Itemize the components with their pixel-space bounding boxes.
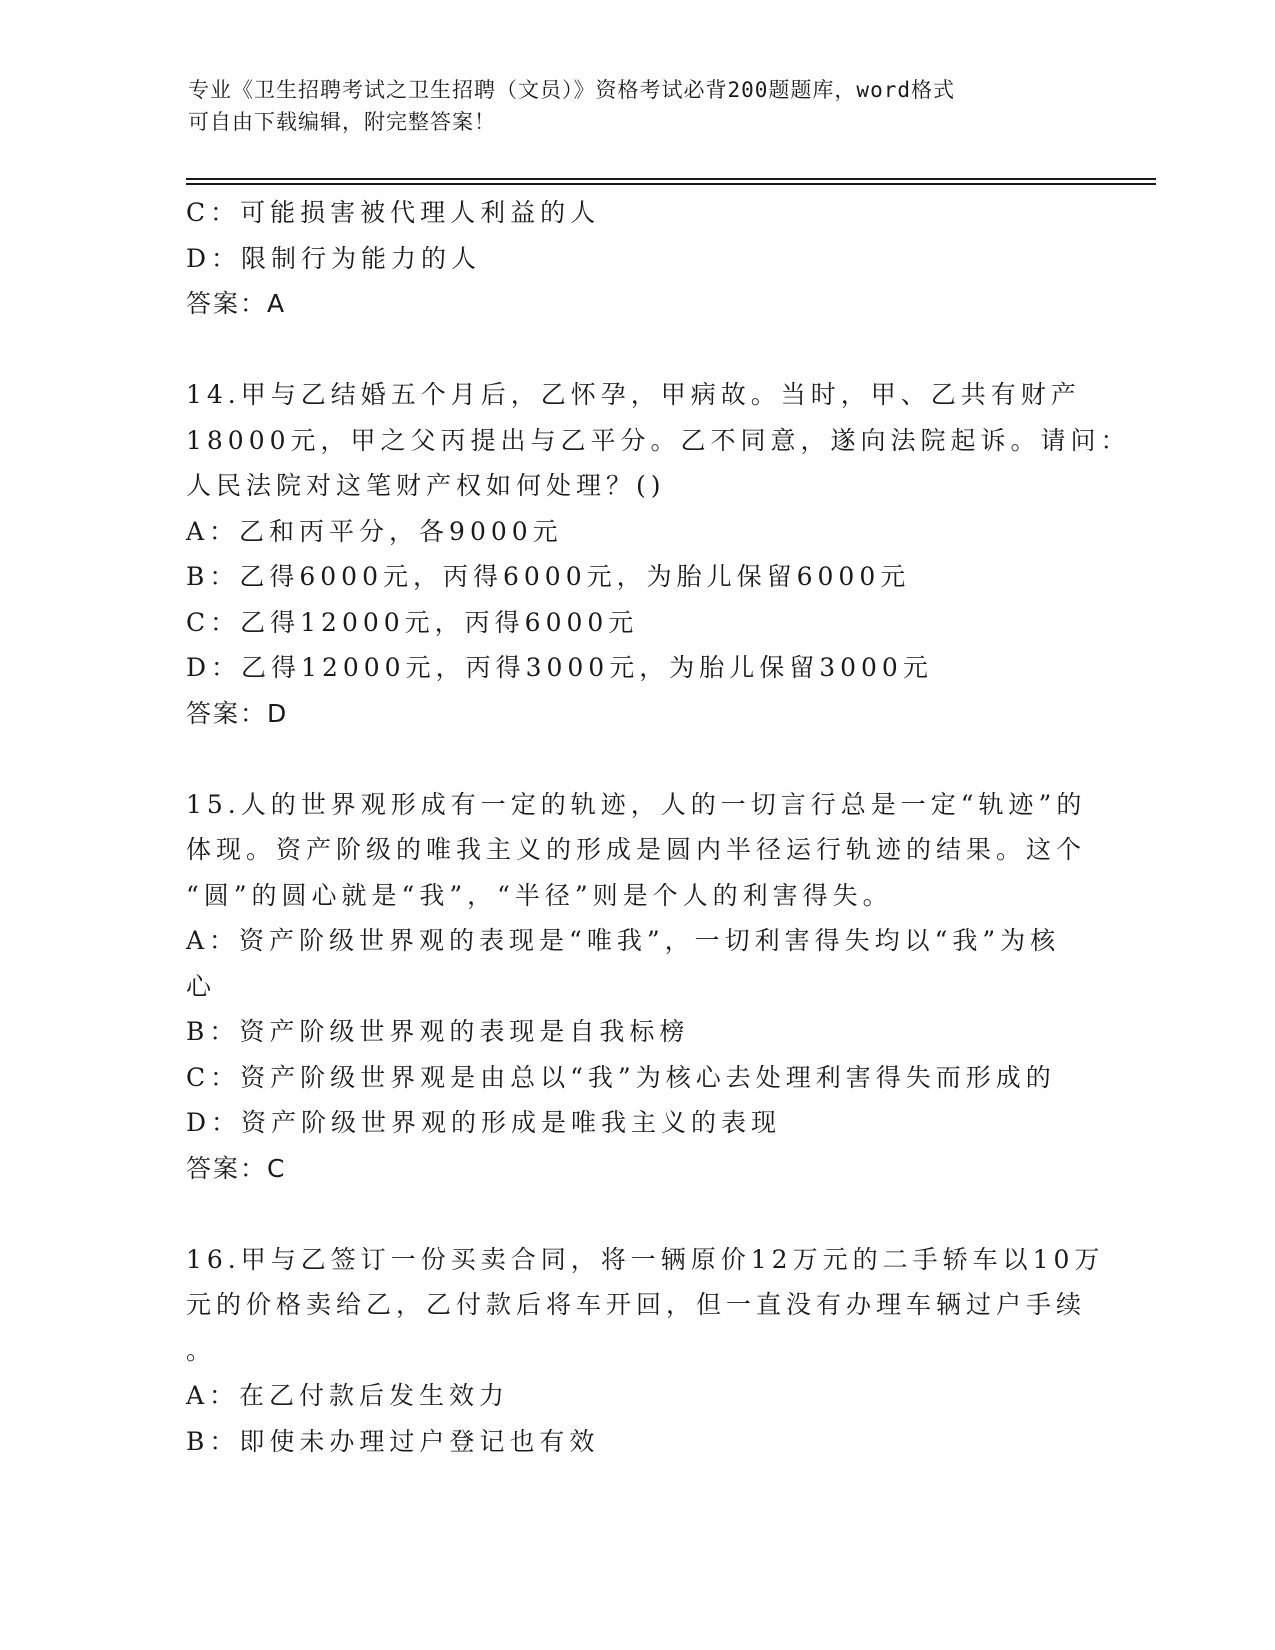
- spacer: [186, 1191, 1086, 1237]
- question-14: [186, 372, 1131, 736]
- q14-option-b: B：乙得6000元，丙得6000元，为胎儿保留6000元: [186, 562, 911, 591]
- q13-option-c: C：可能损害被代理人利益的人: [186, 198, 601, 227]
- question-16: [186, 1237, 1105, 1465]
- q14-stem-line-1: 14.甲与乙结婚五个月后，乙怀孕，甲病故。当时，甲、乙共有财产: [186, 380, 1081, 409]
- header-line-1: 专业《卫生招聘考试之卫生招聘（文员）》资格考试必背200题题库，word格式: [188, 78, 955, 102]
- q15-stem-line-3: “圆”的圆心就是“我”，“半径”则是个人的利害得失。: [186, 880, 893, 910]
- q14-option-a: A：乙和丙平分，各9000元: [186, 516, 563, 546]
- spacer: [186, 327, 1086, 373]
- header-divider-bottom: [186, 183, 1156, 185]
- q14-stem-line-3: 人民法院对这笔财产权如何处理？(): [186, 471, 666, 500]
- q14-option-c: C：乙得12000元，丙得6000元: [186, 607, 639, 637]
- q15-option-d: D：资产阶级世界观的形成是唯我主义的表现: [186, 1108, 782, 1137]
- q13-answer: 答案：A: [186, 289, 287, 318]
- q16-stem-line-3: 。: [186, 1335, 217, 1365]
- q15-stem-line-1: 15.人的世界观形成有一定的轨迹，人的一切言行总是一定“轨迹”的: [186, 789, 1087, 819]
- q13-option-d: D：限制行为能力的人: [186, 243, 482, 273]
- q15-stem-line-2: 体现。资产阶级的唯我主义的形成是圆内半径运行轨迹的结果。这个: [186, 835, 1087, 864]
- q15-answer: 答案：C: [186, 1153, 287, 1183]
- q15-option-a-line-1: A：资产阶级世界观的表现是“唯我”，一切利害得失均以“我”为核: [186, 926, 1061, 955]
- header-divider-top: [186, 178, 1156, 180]
- q14-answer: 答案：D: [186, 698, 289, 728]
- question-15: [186, 782, 1086, 1192]
- q15-option-b: B：资产阶级世界观的表现是自我标榜: [186, 1017, 690, 1046]
- spacer: [186, 736, 1086, 782]
- q16-stem-line-1: 16.甲与乙签订一份买卖合同，将一辆原价12万元的二手轿车以10万: [186, 1244, 1105, 1274]
- q15-option-c: C：资产阶级世界观是由总以“我”为核心去处理利害得失而形成的: [186, 1062, 1056, 1092]
- header-line-2: 可自由下载编辑，附完整答案！: [188, 110, 496, 134]
- document-header: [188, 74, 1088, 138]
- question-13-tail: [186, 190, 1086, 327]
- q15-option-a-line-2: 心: [186, 971, 217, 1001]
- q16-option-a: A：在乙付款后发生效力: [186, 1381, 510, 1410]
- q14-option-d: D：乙得12000元，丙得3000元，为胎儿保留3000元: [186, 653, 933, 682]
- q16-stem-line-2: 元的价格卖给乙，乙付款后将车开回，但一直没有办理车辆过户手续: [186, 1290, 1087, 1319]
- q16-option-b: B：即使未办理过户登记也有效: [186, 1426, 600, 1456]
- q14-stem-line-2: 18000元，甲之父丙提出与乙平分。乙不同意，遂向法院起诉。请问：: [186, 425, 1131, 455]
- document-body: [186, 190, 1131, 1464]
